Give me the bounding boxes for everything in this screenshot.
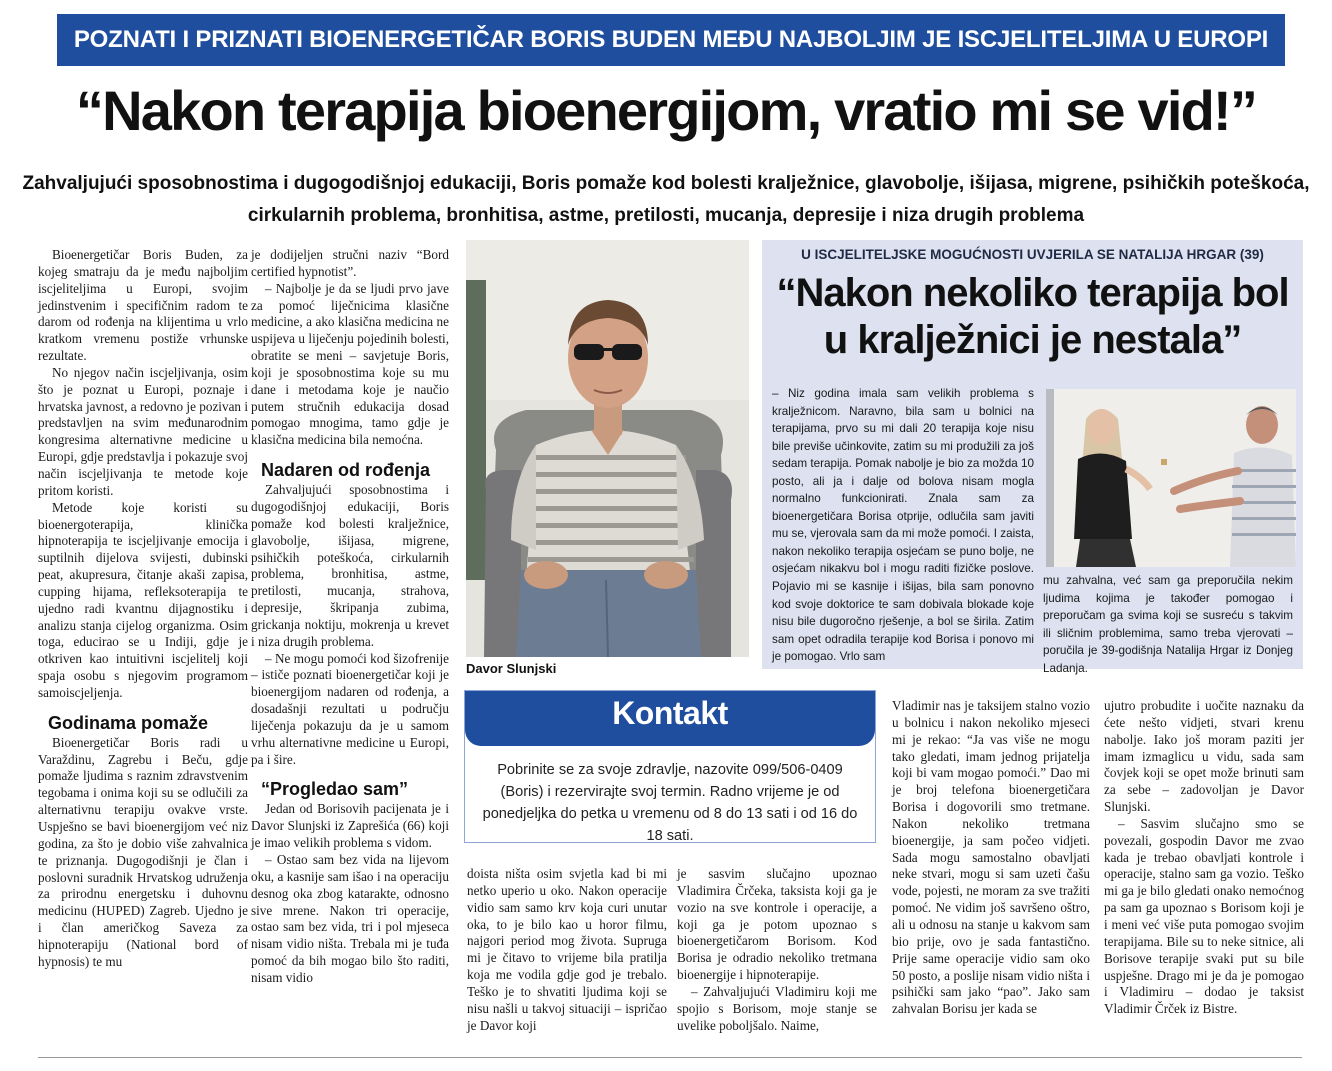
therapy-illustration (1046, 389, 1296, 567)
paragraph: No njegov način iscjeljivanja, osim što je poznat u Europi, poznaje i hrvatska javnost, a redovno je pozivan i predstavljen na svim međunarodnim kongresima alternativne medicine u Europi, gdje predstavlja i pokazuje svoj način iscjeljivanja te metode koje pritom koristi. (38, 364, 248, 498)
sidebar-title: “Nakon nekoliko terapija bol u kralježnici je nestala” (776, 271, 1289, 362)
paragraph: – Ne mogu pomoći kod šizofrenije – ističe poznati bioenergetičar koji je bioenergijom nadaren od rođenja, a dosadašnji rezultati u području liječenja pokazuju da je u samom vrhu alternativne medicine u Europi, pa i šire. (251, 650, 449, 767)
headline: “Nakon terapija bioenergijom, vratio mi se vid!” (75, 79, 1257, 142)
article-column-5 (892, 698, 1090, 1018)
contact-title: Kontakt (612, 695, 728, 731)
testimonial-sidebar (762, 240, 1303, 675)
paragraph: Bioenergetičar Boris radi u Varaždinu, Zagrebu i Beču, gdje pomaže ljudima s raznim zdravstvenim tegobama i onima koji su se odlučili za alternativnu terapiju ovakve vrste. Uspješno se bavi bioenergijom već niz godina, za što je dobio više zahvalnica te priznanja. Dugogodišnji je član i poslovni suradnik Hrvatskog udruženja za prirodnu energetsku i duhovnu medicinu (HUPED) Zagreb. Ujedno je i član američkog Saveza za hipnoterapiju (National bord of hypnosis) te mu (38, 734, 248, 969)
section-heading: Nadaren od rođenja (261, 460, 431, 481)
article-column-1 (38, 247, 248, 971)
paragraph: – Najbolje je da se ljudi prvo jave za pomoć liječnicima klasične medicine, a ako klasična medicina ne uspijeva u liječenju pojedinih bolesti, obratite se meni – savjetuje Boris, koji je sposobnostima koje su mu dane i metodama koje je naučio putem stručnih edukacija dosad pomogao mnogima, tamo gdje je klasična medicina bila nemoćna. (251, 280, 449, 448)
bottom-divider (38, 1057, 1302, 1058)
article-column-2 (251, 247, 449, 987)
paragraph: Zahvaljujući sposobnostima i dugogodišnjoj edukaciji, Boris pomaže kod bolesti kralježnice, glavobolje, išijasa, migrene, psihičkih poteškoća, cirkularnih problema, bronhitisa, astme, pretilosti, mucanja, strahova, depresije, škripanja zubima, grickanja noktiju, mokrenja u krevet i niza drugih problema. (251, 482, 449, 649)
contact-box (464, 690, 876, 843)
banner-text: POZNATI I PRIZNATI BIOENERGETIČAR BORIS BUDEN MEĐU NAJBOLJIM JE ISCJELITELJIMA U EUROPI (73, 26, 1269, 53)
paragraph: – Ostao sam bez vida na lijevom oku, a kasnije sam išao i na operaciju desnog oka zbog katarakte, odnosno sive mrene. Nakon tri operacije, ostao sam bez vida, tri i pol mjeseca nisam vidio ništa. Trebala mi je tuđa pomoć da bih mogao bilo što raditi, nisam vidio (251, 852, 449, 985)
photo-caption: Davor Slunjski (466, 661, 557, 676)
paragraph: Vladimir nas je taksijem stalno vozio u bolnicu i nakon nekoliko mjeseci mi je rekao: “Ja vas više ne mogu tako gledati, imam jednog prijatelja koji bi vam mogao pomoći.” Dao mi je broj telefona bioenergetičara Borisa i dogovorili smo tretmane. Nakon nekoliko tretmana bioenergije, ja sam počeo vidjeti. Sada mogu samostalno obavljati neke stvari, mogu si sam uzeti čašu vode, pojesti, ne moram za sve tražiti pomoć. Ne vidim još savršeno oštro, ali u odnosu na stanje u kakvom sam bio prije, ovo je sada fantastično. Prije same operacije vidio sam oko 50 posto, a poslije nisam vidio ništa i psihički sam jako “pao”. Jako sam zahvalan Borisu jer kada se (892, 698, 1090, 1017)
paragraph: je dodijeljen stručni naziv “Bord certified hypnotist”. (251, 247, 449, 279)
article-column-6 (1104, 698, 1304, 1018)
paragraph: doista ništa osim svjetla kad bi mi netko uperio u oko. Nakon operacije vidio sam samo krv koja curi unutar oka, to je bilo kao u horor filmu, najgori period mog života. Supruga mi je čitavo to vrijeme bila pratilja koja me vodila gdje god je trebalo. Teško je to shvatiti ljudima koji se nisu našli u takvoj situaciji – ispričao je Davor koji (467, 866, 667, 1033)
paragraph: Metode koje koristi su bioenergoterapija, klinička hipnoterapija te iscjeljivanje emocija i suptilnih dijelova svijesti, dubinski peat, akupresura, čitanje akaši zapisa, cupping hijama, refleksoterapija te ujedno radi kvantnu dijagnostiku i analizu stanja cijelog organizma. Osim toga, educirao se u Indiji, gdje je otkriven kao intuitivni iscjelitelj koji spaja osobu s njegovim programom samoiscjeljenja. (38, 499, 248, 700)
article-column-4 (677, 866, 877, 1034)
section-heading: Godinama pomaže (48, 712, 209, 733)
sidebar-kicker: U ISCJELITELJSKE MOGUĆNOSTI UVJERILA SE NATALIJA HRGAR (39) (801, 247, 1264, 262)
portrait-photo (466, 240, 749, 657)
article-column-3 (467, 866, 667, 1034)
paragraph: Jedan od Borisovih pacijenata je i Davor Slunjski iz Zaprešića (66) koji je imao velikih problema s vidom. (251, 801, 449, 851)
paragraph: ujutro probudite i uočite naznaku da ćete nešto vidjeti, stvari krenu nabolje. Iako još moram paziti jer imam izmaglicu u vidu, sada sam čovjek koji se opet može brinuti sam za sebe – zadovoljan je Davor Slunjski. (1104, 698, 1304, 815)
contact-text: Pobrinite se za svoje zdravlje, nazovite 099/506-0409 (Boris) i rezervirajte svoj termin. Radno vrijeme je od ponedjeljka do petka u vremenu od 8 do 13 sati i od 16 do 18 sati. (482, 762, 858, 844)
paragraph: Bioenergetičar Boris Buden, za kojeg smatraju da je među najboljim iscjeliteljima u Europi, svojim jedinstvenim i specifičnim radom te darom od rođenja na klijentima u vrlo kratkom vremenu postiže vrhunske rezultate. (38, 247, 248, 364)
subheadline: Zahvaljujući sposobnostima i dugogodišnjoj edukaciji, Boris pomaže kod bolesti kralježnice, glavobolje, išijasa, migrene, psihičkih poteškoća, cirkularnih problema, bronhitisa, astme, pretilosti, mucanja, depresije i niza drugih problema (22, 173, 1310, 226)
paragraph: – Zahvaljujući Vladimiru koji me spojio s Borisom, moje stanje se uvelike poboljšalo. Naime, (677, 983, 877, 1033)
paragraph: je sasvim slučajno upoznao Vladimira Črčeka, taksista koji ga je vozio na sve kontrole i operacije, a koji ga je potom upoznao s bioenergetičarom Borisom. Kod Borisa je odradio nekoliko tretmana bioenergije i hipnoterapije. (677, 866, 877, 983)
sidebar-text: – Niz godina imala sam velikih problema s kralježnicom. Naravno, bila sam u bolnici na terapijama, prvo su mi dali 20 terapija koje nisu bile previše učinkovite, zatim su mi produžili za još sedam terapija. Pomak nabolje je bio za možda 10 posto, ali ja i dalje od bolova nisam mogla normalno funkcionirati. Znala sam za bioenergetičara Borisa otprije, odlučila sam javiti mu se, vjerovala sam da mi može pomoći. I zaista, nakon nekoliko terapija osjećam se puno bolje, ne osjećam nikakvu bol i mogu raditi fizičke poslove. Pojavio mi se kasnije i išijas, bila sam ponovno kod svoje doktorice te sam dobivala blokade koje nisu bile dugoročno rješenje, a bol se širila. Zatim sam opet odradila terapije kod Borisa i ponovo mi je pomogao. Vrlo sam (772, 387, 1034, 664)
section-heading: “Progledao sam” (261, 779, 409, 800)
paragraph: – Sasvim slučajno smo se povezali, gospodin Davor me zvao kada je trebao obavljati kontrole i operacije, stalno sam ga vozio. Teško mi ga je bilo gledati onako nemoćnog pa sam ga upoznao s Borisom koji je i meni već više puta pomogao svojim terapijama. Bile su to neke sitnice, ali Borisove terapije svaki put su bile uspješne. Drago mi je da je pomogao i Vladimiru – dodao je taksist Vladimir Črček iz Bistre. (1104, 815, 1304, 1017)
therapy-photo (1046, 389, 1296, 567)
sidebar-text-continued: mu zahvalna, već sam ga preporučila nekim ljudima kojima je također pomogao i preporučam ga svima koji se susreću s takvim ili sličnim problemima, samo treba vjerovati – poručila je 39-godišnja Natalija Hrgar iz Donjeg Ladanja. (1043, 574, 1293, 675)
top-banner (57, 14, 1285, 66)
portrait-illustration (466, 240, 749, 657)
